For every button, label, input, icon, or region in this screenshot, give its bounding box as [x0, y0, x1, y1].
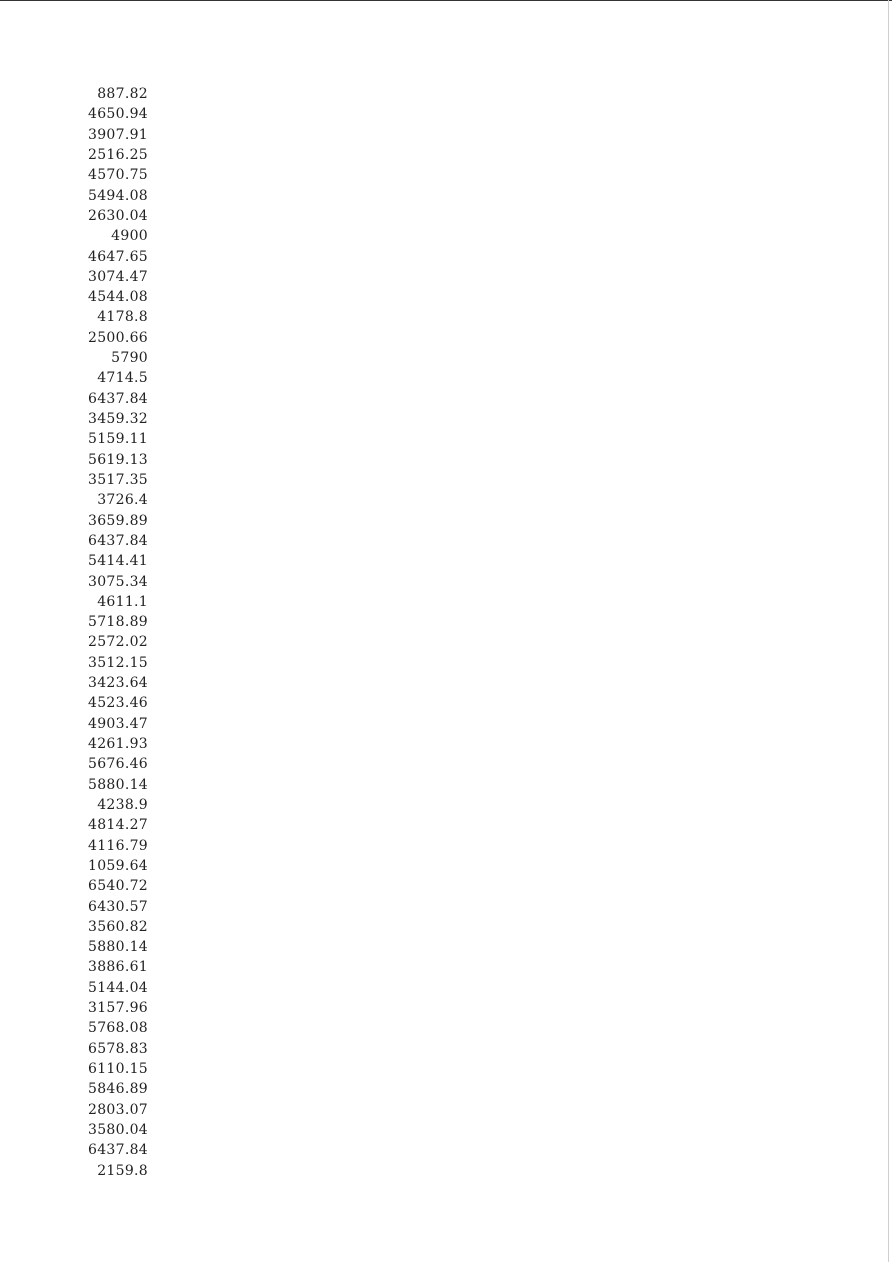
value-cell: 3459.32 — [88, 411, 148, 427]
value-cell: 4238.9 — [97, 796, 148, 813]
value-cell: 3517.35 — [88, 471, 148, 488]
value-cell: 6430.57 — [88, 898, 148, 915]
value-cell: 4523.46 — [88, 695, 148, 712]
value-cell: 2159.8 — [97, 1162, 148, 1179]
value-cell: 3157.96 — [88, 1000, 148, 1017]
value-cell: 5414.41 — [88, 553, 148, 570]
value-cell: 3886.61 — [88, 959, 148, 976]
value-cell: 3074.47 — [88, 268, 148, 285]
value-cell: 5144.04 — [88, 979, 148, 996]
value-cell: 3907.91 — [88, 126, 148, 143]
value-cell: 2572.02 — [88, 634, 148, 651]
value-cell: 2803.07 — [88, 1101, 148, 1118]
value-cell: 5619.13 — [88, 451, 148, 468]
value-cell: 3726.4 — [97, 492, 148, 509]
value-cell: 3560.82 — [88, 918, 148, 935]
value-cell: 6437.84 — [88, 532, 148, 549]
value-cell: 5880.14 — [88, 776, 148, 793]
right-border-line — [888, 0, 889, 1262]
value-column — [60, 84, 148, 1181]
value-cell: 5790 — [111, 350, 148, 367]
value-cell: 4900 — [111, 228, 148, 245]
value-cell: 6437.84 — [88, 1142, 148, 1159]
value-cell: 3580.04 — [88, 1121, 148, 1138]
value-cell: 6540.72 — [88, 878, 148, 895]
value-cell: 5159.11 — [88, 431, 148, 448]
value-cell: 3423.64 — [88, 675, 148, 692]
value-cell: 3512.15 — [88, 654, 148, 671]
value-cell: 3075.34 — [88, 573, 148, 590]
value-cell: 4261.93 — [88, 736, 148, 752]
value-cell: 5768.08 — [88, 1020, 148, 1037]
value-cell: 6110.15 — [88, 1061, 148, 1077]
value-cell: 5718.89 — [88, 614, 148, 631]
value-cell: 2516.25 — [88, 146, 148, 163]
value-cell: 6578.83 — [88, 1040, 148, 1057]
value-cell: 4116.79 — [88, 837, 148, 854]
value-cell: 2630.04 — [88, 207, 148, 224]
value-cell: 4611.1 — [97, 593, 148, 610]
value-cell: 6437.84 — [88, 390, 148, 407]
value-cell: 4814.27 — [88, 817, 148, 834]
value-cell: 4570.75 — [88, 167, 148, 184]
value-cell: 3659.89 — [88, 512, 148, 529]
value-cell: 5846.89 — [88, 1081, 148, 1098]
top-border-line — [0, 0, 892, 1]
value-cell: 4647.65 — [88, 248, 148, 265]
value-cell: 4714.5 — [97, 370, 148, 387]
value-cell: 2500.66 — [88, 329, 148, 346]
value-cell: 4903.47 — [88, 715, 148, 732]
value-cell: 4178.8 — [97, 309, 148, 326]
value-cell: 1059.64 — [88, 857, 148, 874]
value-cell: 5494.08 — [88, 187, 148, 204]
value-cell: 5880.14 — [88, 939, 148, 956]
value-cell: 4544.08 — [88, 289, 148, 306]
value-cell: 887.82 — [97, 86, 148, 102]
value-cell: 5676.46 — [88, 756, 148, 773]
value-cell: 4650.94 — [88, 106, 148, 123]
